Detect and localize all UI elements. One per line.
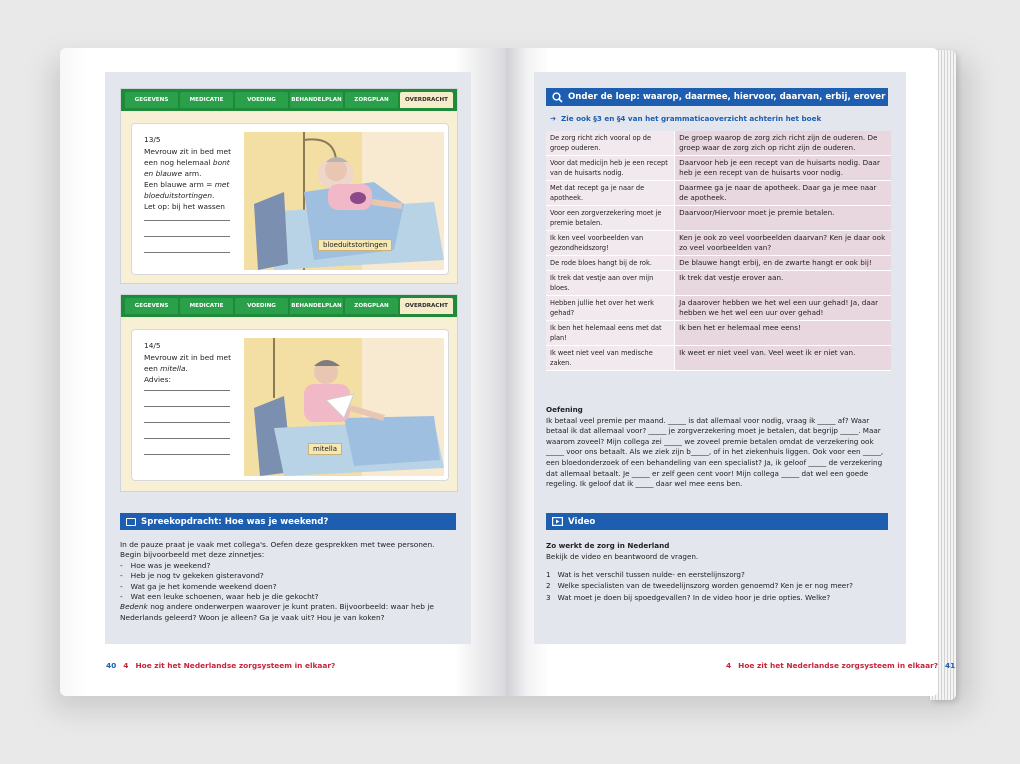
tab-behandelplan: BEHANDELPLAN <box>290 92 343 108</box>
table-cell-original: De rode bloes hangt bij de rok. <box>546 256 675 271</box>
writing-lines <box>144 390 230 470</box>
speech-bubble-icon <box>126 518 136 526</box>
caption-mitella: mitella <box>308 443 342 455</box>
table-row <box>546 256 891 271</box>
tab-voeding: VOEDING <box>235 92 288 108</box>
report-card <box>131 329 449 481</box>
ecd-screen-2 <box>120 294 458 492</box>
arrow-icon: ➔ <box>550 114 562 123</box>
table-row <box>546 181 891 206</box>
writing-lines <box>144 220 230 268</box>
spreekopdracht-body: In de pauze praat je vaak met collega's. Oefen deze gesprekken met twee personen. Begin bijvoorbeeld met deze zinnetjes: - Hoe was je weekend? - Heb je nog tv gekeken gisteravond? - Wat ga je het komende weekend doen? - Wat een leuke schoenen, waar heb je die gekocht? Bedenk nog andere onderwerpen waarover je kunt praten. Bijvoorbeeld: waar heb je Nederlands geleerd? Woon je alleen? Ga je vaak uit? Hou je van koken? <box>120 540 460 623</box>
video-header <box>546 513 888 530</box>
table-cell-rewrite: Ik trek dat vestje erover aan. <box>675 271 891 296</box>
table-cell-rewrite: Daarmee ga je naar de apotheek. Daar ga je mee naar de apotheek. <box>675 181 891 206</box>
table-cell-rewrite: Ken je ook zo veel voorbeelden daarvan? Ken je daar ook zo veel voorbeelden van? <box>675 231 891 256</box>
spreekopdracht-header <box>120 513 456 530</box>
oefening-title: Oefening <box>546 405 583 414</box>
table-cell-original: Ik trek dat vestje aan over mijn bloes. <box>546 271 675 296</box>
onder-de-loep-title: Onder de loep: waarop, daarmee, hiervoor, daarvan, erbij, erover <box>568 92 886 102</box>
table-row <box>546 321 891 346</box>
caption-bloeduitstortingen: bloeduitstortingen <box>318 239 392 251</box>
table-cell-rewrite: Ik weet er niet veel van. Veel weet ik er niet van. <box>675 346 891 371</box>
grammar-table <box>546 131 891 371</box>
table-cell-rewrite: Ik ben het er helemaal mee eens! <box>675 321 891 346</box>
page-number: 41 <box>945 661 956 670</box>
table-row <box>546 231 891 256</box>
table-row <box>546 156 891 181</box>
ecd-tabbar <box>121 89 457 111</box>
table-cell-rewrite: Daarvoor/Hiervoor moet je premie betalen. <box>675 206 891 231</box>
table-cell-rewrite: Daarvoor heb je een recept van de huisarts nodig. Daar heb je een recept van de huisarts voor nodig. <box>675 156 891 181</box>
table-cell-original: Ik ken veel voorbeelden van gezondheidszorg! <box>546 231 675 256</box>
table-cell-original: Met dat recept ga je naar de apotheek. <box>546 181 675 206</box>
tab-overdracht: OVERDRACHT <box>400 92 453 108</box>
video-screen-icon <box>552 517 563 526</box>
tab-zorgplan: ZORGPLAN <box>345 298 398 314</box>
chapter-title: Hoe zit het Nederlandse zorgsysteem in elkaar? <box>135 661 336 670</box>
ecd-screen-1 <box>120 88 458 284</box>
table-row <box>546 346 891 371</box>
tab-gegevens: GEGEVENS <box>125 298 178 314</box>
question-item: 3 Wat moet je doen bij spoedgevallen? In de video hoor je drie opties. Welke? <box>546 593 831 603</box>
left-footer <box>106 661 335 670</box>
spreekopdracht-title: Spreekopdracht: Hoe was je weekend? <box>141 516 329 527</box>
table-cell-rewrite: De blauwe hangt erbij, en de zwarte hangt er ook bij! <box>675 256 891 271</box>
list-item: - Wat ga je het komende weekend doen? <box>120 581 277 591</box>
report-date: 14/5 <box>144 341 161 350</box>
list-item: - Wat een leuke schoenen, waar heb je die gekocht? <box>120 592 319 602</box>
report-note: 13/5 Mevrouw zit in bed met een nog helemaal bont en blauwe arm. Een blauwe arm = met bloeduitstortingen. Let op: bij het wassen <box>144 134 236 212</box>
chapter-number: 4 <box>726 661 732 670</box>
tab-voeding: VOEDING <box>235 298 288 314</box>
list-item: - Hoe was je weekend? <box>120 560 211 570</box>
oefening <box>546 405 888 490</box>
tab-overdracht: OVERDRACHT <box>400 298 453 314</box>
chapter-title: Hoe zit het Nederlandse zorgsysteem in elkaar? <box>738 661 939 670</box>
question-item: 1 Wat is het verschil tussen nulde- en eerstelijnszorg? <box>546 569 745 579</box>
video-subtitle: Zo werkt de zorg in Nederland <box>546 541 670 550</box>
table-row <box>546 296 891 321</box>
hospital-bed-illustration <box>244 338 444 476</box>
ecd-tabbar <box>121 295 457 317</box>
report-note: 14/5 Mevrouw zit in bed met een mitella. Advies: <box>144 340 236 385</box>
table-row <box>546 206 891 231</box>
chapter-number: 4 <box>123 661 129 670</box>
video-exercise <box>546 541 888 604</box>
magnifier-icon <box>552 92 563 103</box>
onder-de-loep-header <box>546 88 888 106</box>
question-item: 2 Welke specialisten van de tweedelijnszorg worden genoemd? Ken je er nog meer? <box>546 581 853 591</box>
tab-medicatie: MEDICATIE <box>180 298 233 314</box>
video-title: Video <box>568 516 596 527</box>
table-row <box>546 271 891 296</box>
tab-gegevens: GEGEVENS <box>125 92 178 108</box>
table-cell-original: Voor dat medicijn heb je een recept van de huisarts nodig. <box>546 156 675 181</box>
table-cell-rewrite: Ja daarover hebben we het wel een uur gehad! Ja, daar hebben we het wel een uur over gehad! <box>675 296 891 321</box>
tab-zorgplan: ZORGPLAN <box>345 92 398 108</box>
table-cell-original: De zorg richt zich vooral op de groep ouderen. <box>546 131 675 156</box>
table-cell-original: Ik weet niet veel van medische zaken. <box>546 346 675 371</box>
right-footer <box>726 661 955 670</box>
table-cell-original: Ik ben het helemaal eens met dat plan! <box>546 321 675 346</box>
tab-behandelplan: BEHANDELPLAN <box>290 298 343 314</box>
page-number: 40 <box>106 661 117 670</box>
table-row <box>546 131 891 156</box>
table-cell-original: Hebben jullie het over het werk gehad? <box>546 296 675 321</box>
table-cell-rewrite: De groep waarop de zorg zich richt zijn de ouderen. De groep waar de zorg zich op richt zijn de ouderen. <box>675 131 891 156</box>
list-item: - Heb je nog tv gekeken gisteravond? <box>120 571 264 581</box>
grammar-reference: ➔ Zie ook §3 en §4 van het grammaticaoverzicht achterin het boek <box>550 114 822 123</box>
video-intro: Bekijk de video en beantwoord de vragen. <box>546 551 699 561</box>
tab-medicatie: MEDICATIE <box>180 92 233 108</box>
oefening-text: Ik betaal veel premie per maand. _____ is dat allemaal voor nodig, vraag ik _____ af? Waar betaal ik dat allemaal voor? _____ je zorgverzekering moet je betalen, dat begrijp _____. Maar waarom zoveel? Mijn collega zei _____ we zoveel premie betalen omdat de verzekering ook _____ voor ons betaalt. Als we ziek zijn b_____, of in het ziekenhuis liggen. Ook voor een _____, een bloedonderzoek of een behandeling van een specialist? Ja, ik geloof _____ de verzekering dat allemaal betaalt. Je _____ er zelf geen cent voor! Mijn collega _____ dat wel een goede regeling. Ik geloof dat ik _____ daar wel mee eens ben. <box>546 415 884 489</box>
table-cell-original: Voor een zorgverzekering moet je premie betalen. <box>546 206 675 231</box>
report-card <box>131 123 449 275</box>
report-date: 13/5 <box>144 135 161 144</box>
